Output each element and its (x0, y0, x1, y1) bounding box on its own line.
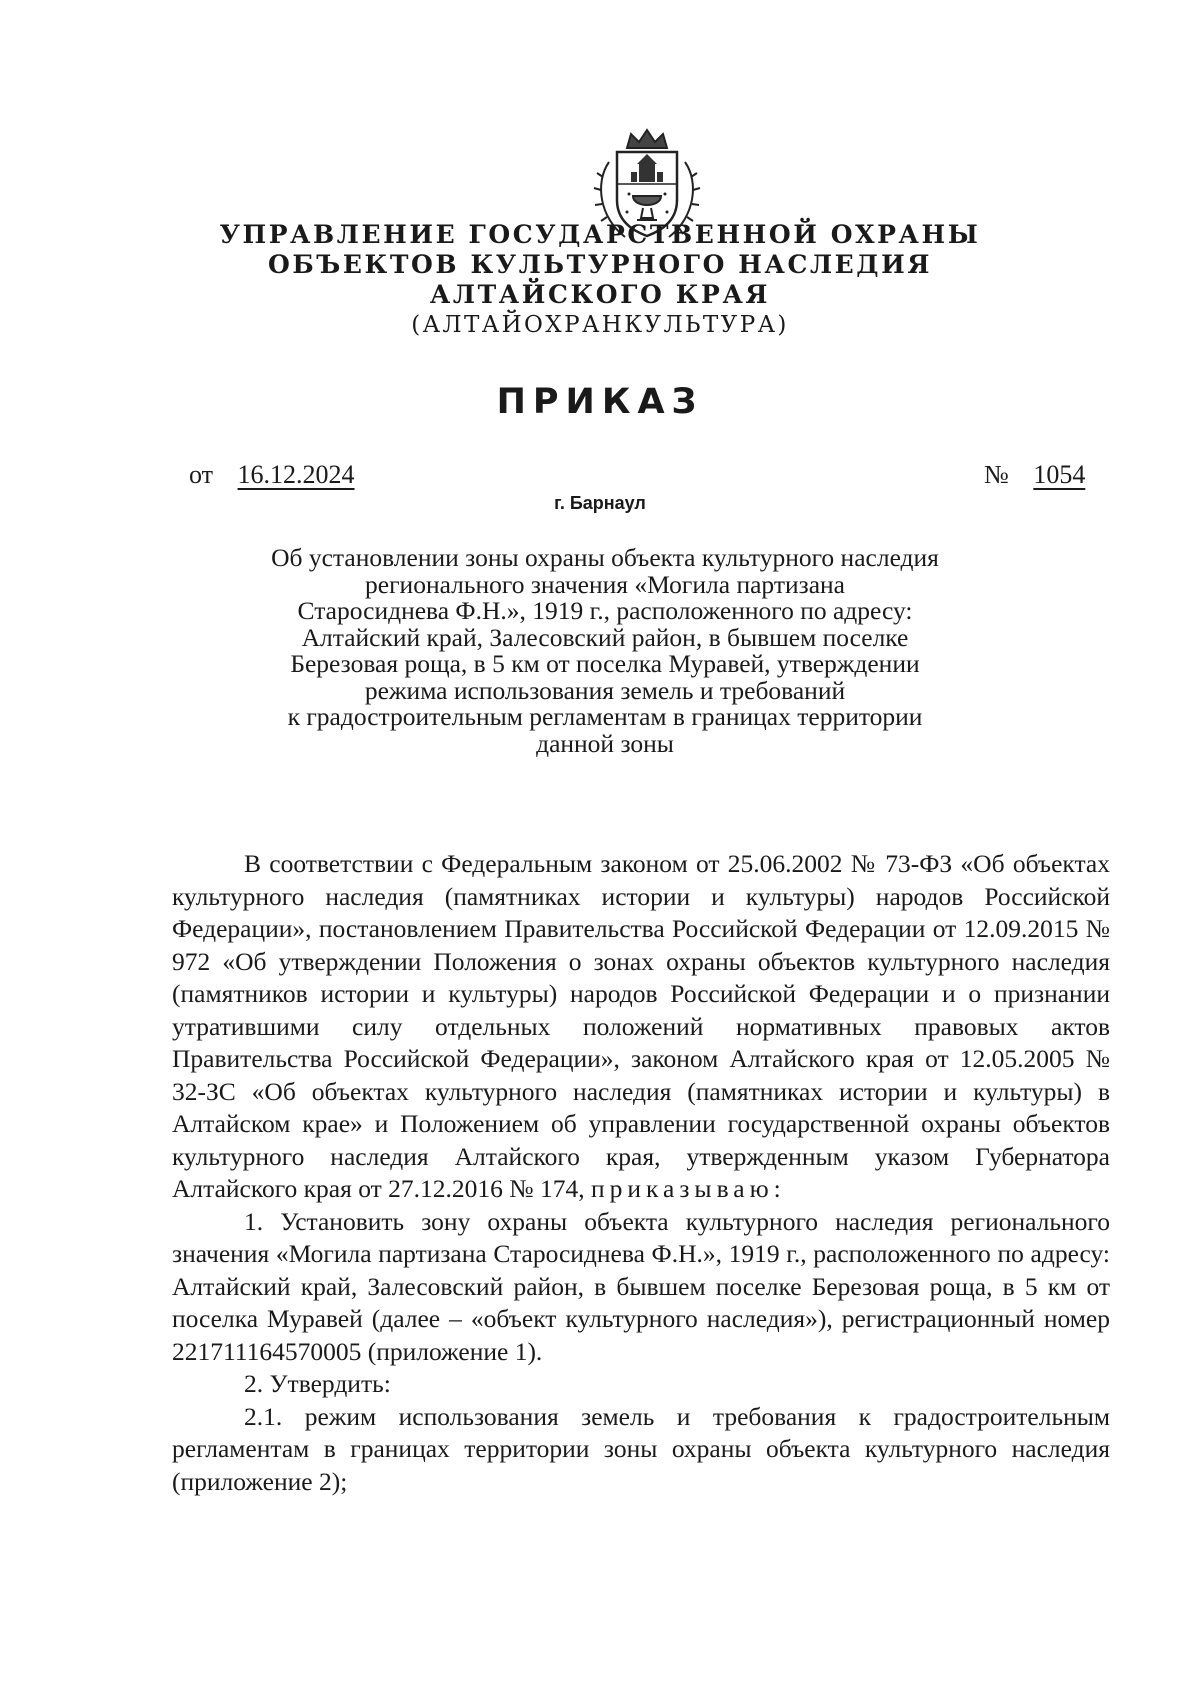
document-number: 1054 (1033, 460, 1086, 489)
subject-line: Алтайский край, Залесовский район, в бывшем поселке (301, 622, 909, 652)
organization-header (0, 220, 1200, 340)
subject-line: Об установлении зоны охраны объекта культурного наследия (271, 543, 939, 572)
date-block (189, 460, 355, 490)
org-short-name: (АЛТАЙОХРАНКУЛЬТУРА) (411, 312, 789, 338)
document-type-title: ПРИКАЗ (496, 382, 704, 422)
item-1-paragraph: 1. Установить зону охраны объекта культурного наследия регионального значения «Могила партизана Старосиднева Ф.Н.», 1919 г., расположенного по адресу: Алтайский край, Залесовский район, в бывшем поселке Березовая роща, в 5 км от поселка Муравей (далее – «объект культурного наследия»), регистрационный номер 221711164570005 (приложение 1). (172, 1206, 1110, 1366)
document-date: 16.12.2024 (237, 460, 355, 489)
subject-line: данной зоны (536, 728, 674, 758)
order-body (172, 848, 1110, 1498)
org-line-1: УПРАВЛЕНИЕ ГОСУДАРСТВЕННОЙ ОХРАНЫ (219, 220, 981, 249)
org-line-3: АЛТАЙСКОГО КРАЯ (429, 280, 771, 309)
number-block (984, 460, 1085, 490)
subject-line: регионального значения «Могила партизана (365, 569, 845, 599)
city-label: г. Барнаул (554, 493, 646, 513)
item-2-paragraph: 2. Утвердить: (244, 1369, 391, 1398)
order-word: приказываю: (591, 1174, 786, 1203)
preamble-paragraph (172, 848, 1110, 1206)
order-subject (240, 545, 970, 757)
subject-line: Березовая роща, в 5 км от поселка Муравей, утверждении (290, 649, 920, 678)
subject-line: к градостроительным регламентам в границах территории (287, 702, 923, 731)
date-prefix: от (189, 460, 214, 489)
subject-line: Старосиднева Ф.Н.», 1919 г., расположенного по адресу: (297, 596, 913, 625)
number-prefix: № (984, 460, 1009, 489)
preamble-text: В соответствии с Федеральным законом от 25.06.2002 № 73-ФЗ «Об объектах культурного наследия (памятниках истории и культуры) народов Российской Федерации», постановлением Правительства Российской Федерации от 12.09.2015 № 972 «Об утверждении Положения о зонах охраны объектов культурного наследия (памятников истории и культуры) народов Российской Федерации и о признании утратившими силу отдельных положений нормативных правовых актов Правительства Российской Федерации», законом Алтайского края от 12.05.2005 № 32-ЗС «Об объектах культурного наследия (памятниках истории и культуры) в Алтайском крае» и Положением об управлении государственной охраны объектов культурного наследия Алтайского края, утвержденным указом Губернатора Алтайского края от 27.12.2016 № 174, (172, 849, 1110, 1203)
org-line-2: ОБЪЕКТОВ КУЛЬТУРНОГО НАСЛЕДИЯ (268, 250, 932, 279)
item-2-1-paragraph: 2.1. режим использования земель и требования к градостроительным регламентам в границах территории зоны охраны объекта культурного наследия (приложение 2); (172, 1401, 1110, 1496)
subject-line: режима использования земель и требований (364, 675, 846, 705)
